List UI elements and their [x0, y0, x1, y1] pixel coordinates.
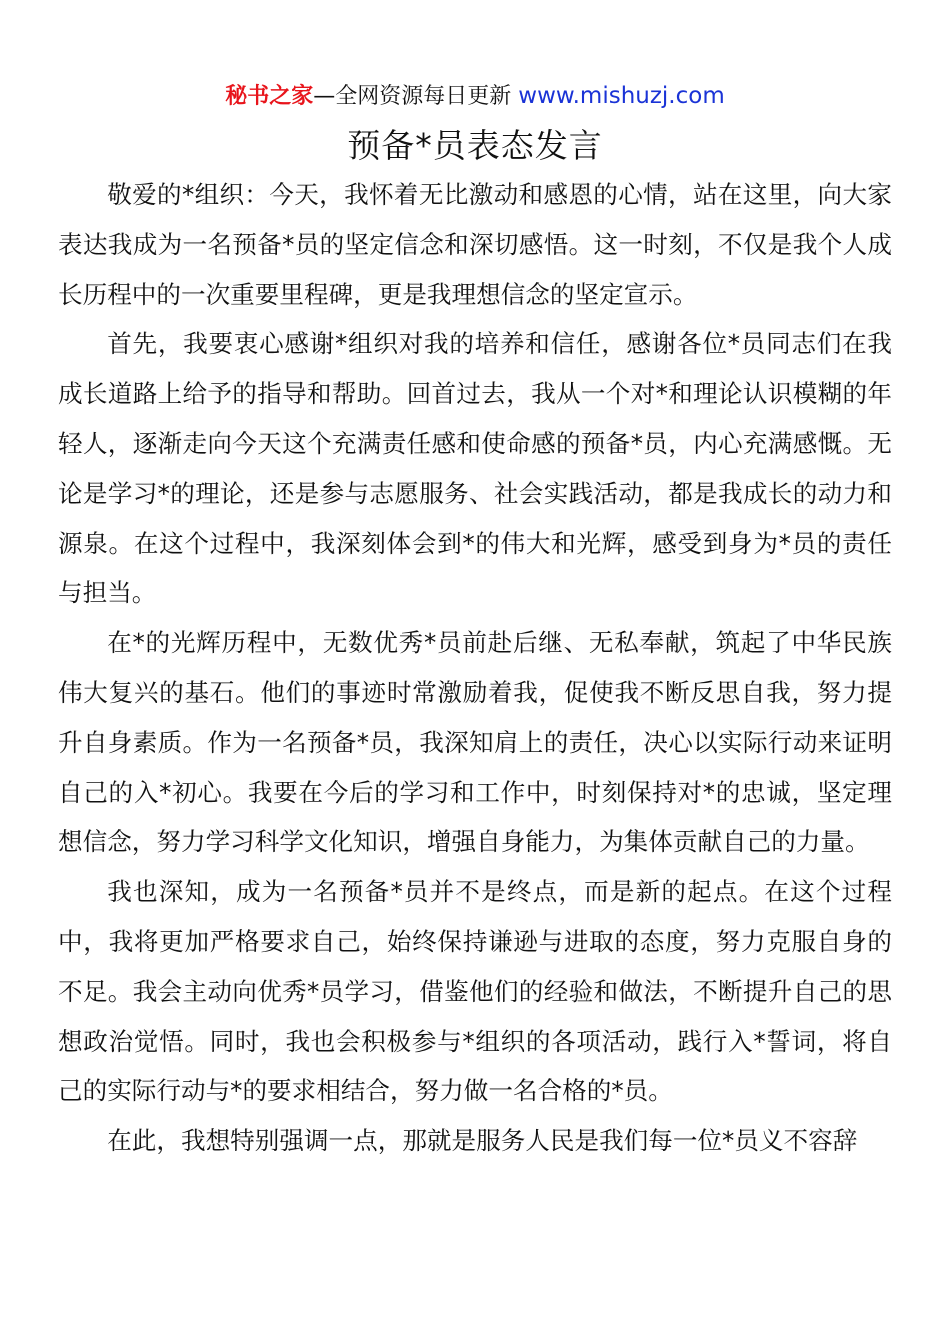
paragraph-4: 我也深知，成为一名预备*员并不是终点，而是新的起点。在这个过程中，我将更加严格要求自己，始终保持谦逊与进取的态度，努力克服自身的不足。我会主动向优秀*员学习，借鉴他们的经验和做法，不断提升自己的思想政治觉悟。同时，我也会积极参与*组织的各项活动，践行入*誓词，将自己的实际行动与*的要求相结合，努力做一名合格的*员。: [58, 877, 892, 1106]
paragraph-5: 在此，我想特别强调一点，那就是服务人民是我们每一位*员义不容辞: [107, 1126, 858, 1156]
paragraph-2: 首先，我要衷心感谢*组织对我的培养和信任，感谢各位*员同志们在我成长道路上给予的指导和帮助。回首过去，我从一个对*和理论认识模糊的年轻人，逐渐走向今天这个充满责任感和使命感的预备*员，内心充满感慨。无论是学习*的理论，还是参与志愿服务、社会实践活动，都是我成长的动力和源泉。在这个过程中，我深刻体会到*的伟大和光辉，感受到身为*员的责任与担当。: [58, 329, 892, 608]
paragraph-1: 敬爱的*组织：今天，我怀着无比激动和感恩的心情，站在这里，向大家表达我成为一名预备*员的坚定信念和深切感悟。这一时刻，不仅是我个人成长历程中的一次重要里程碑，更是我理想信念的坚定宣示。: [58, 180, 892, 309]
site-header: [0, 80, 950, 113]
site-url-link[interactable]: www.mishuzj.com: [518, 83, 725, 109]
document-body: [58, 170, 892, 1166]
brand-name: 秘书之家: [225, 84, 314, 109]
header-tagline: —全网资源每日更新: [313, 84, 512, 109]
document-title: 预备*员表态发言: [347, 126, 603, 165]
paragraph-3: 在*的光辉历程中，无数优秀*员前赴后继、无私奉献，筑起了中华民族伟大复兴的基石。他们的事迹时常激励着我，促使我不断反思自我，努力提升自身素质。作为一名预备*员，我深知肩上的责任，决心以实际行动来证明自己的入*初心。我要在今后的学习和工作中，时刻保持对*的忠诚，坚定理想信念，努力学习科学文化知识，增强自身能力，为集体贡献自己的力量。: [58, 628, 892, 857]
